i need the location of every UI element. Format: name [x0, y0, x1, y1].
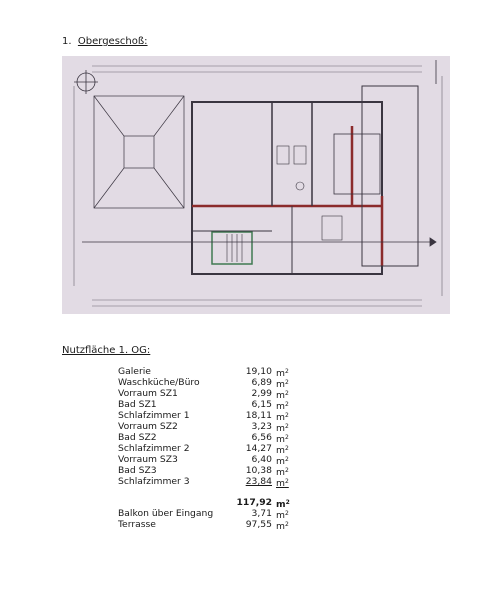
area-row: Waschküche/Büro 6,89 $m^2$: [118, 377, 289, 390]
page-heading: [62, 36, 148, 47]
area-row: Schlafzimmer 2 14,27 $m^2$: [118, 443, 289, 456]
area-row: Bad SZ1 6,15 $m^2$: [118, 399, 289, 412]
area-row: Schlafzimmer 1 18,11 $m^2$: [118, 410, 289, 423]
area-row: Bad SZ3 10,38 $m^2$: [118, 465, 289, 478]
extra-row: Balkon über Eingang 3,71 $m^2$: [118, 508, 289, 521]
area-row: Vorraum SZ1 2,99 $m^2$: [118, 388, 289, 401]
area-row: Galerie 19,10 $m^2$: [118, 366, 289, 379]
section-title: Nutzfläche 1. OG:: [62, 345, 151, 356]
area-row: Vorraum SZ2 3,23 $m^2$: [118, 421, 289, 434]
area-row: Bad SZ2 6,56 $m^2$: [118, 432, 289, 445]
area-table: [118, 366, 290, 530]
heading-number: 1.: [62, 36, 72, 47]
heading-title: Obergeschoß:: [77, 36, 148, 47]
extra-row: Terrasse 97,55 $m^2$: [118, 519, 289, 532]
area-row: Vorraum SZ3 6,40 $m^2$: [118, 454, 289, 467]
area-row: Schlafzimmer 3 23,84 $m^2$: [118, 476, 289, 489]
total-row: 117,92 $m^2$: [236, 497, 290, 510]
floor-plan-image: [62, 56, 450, 314]
